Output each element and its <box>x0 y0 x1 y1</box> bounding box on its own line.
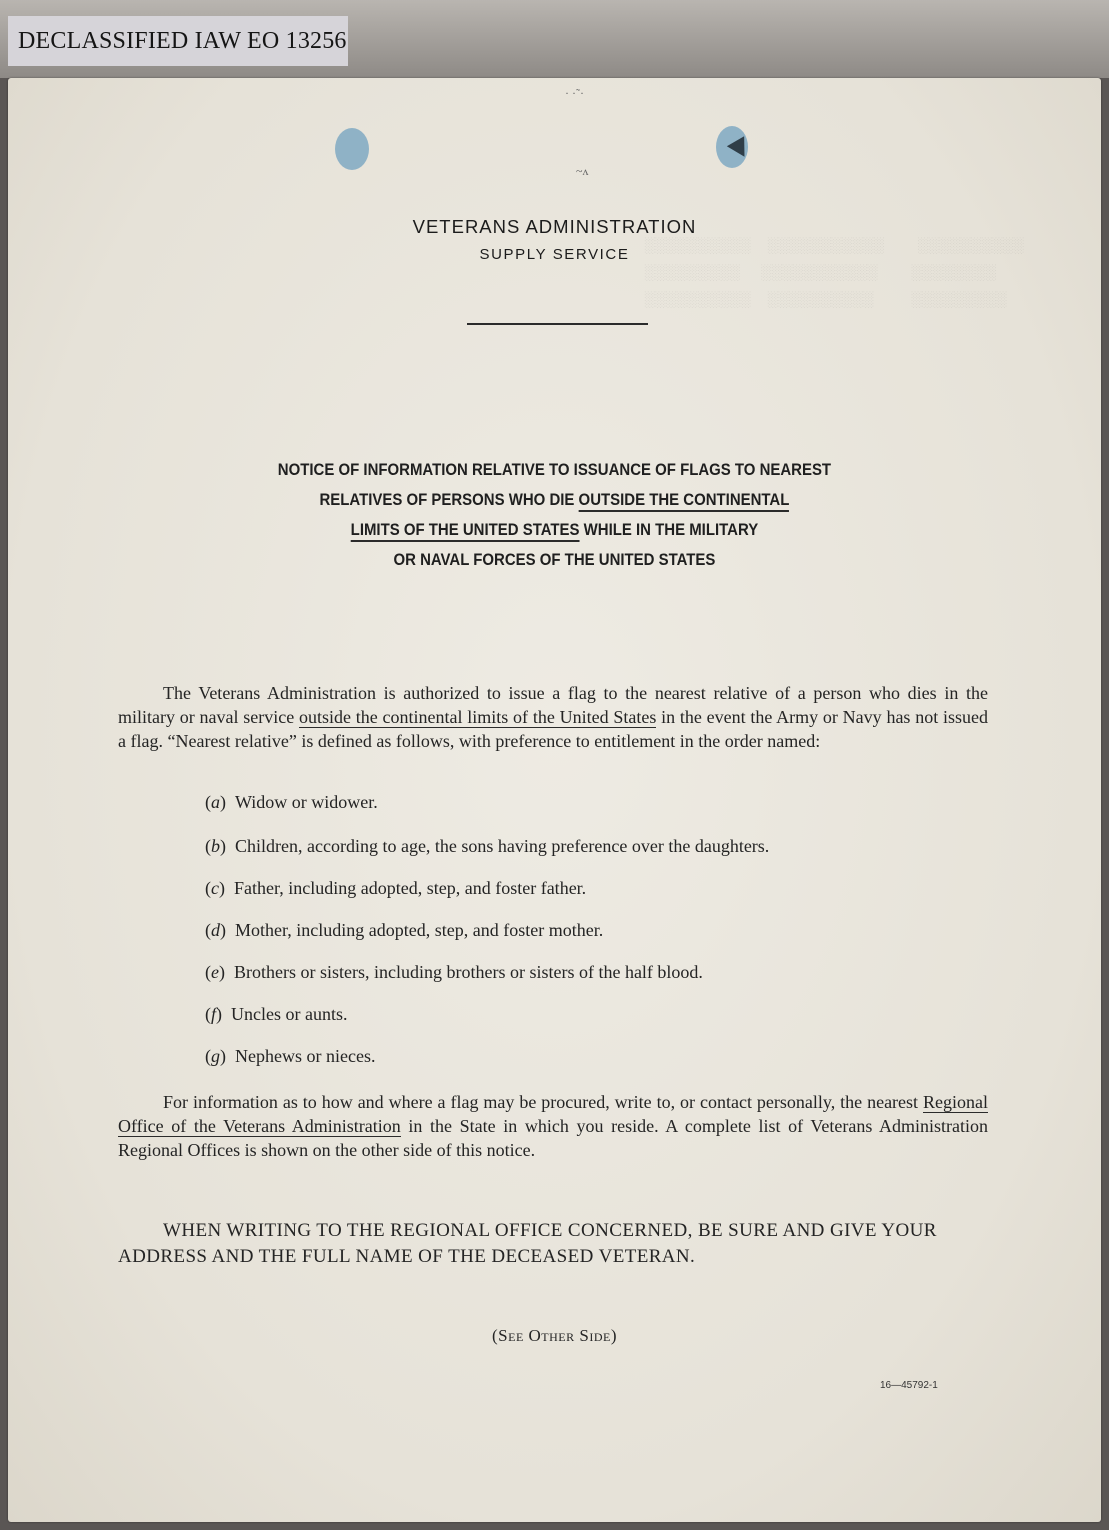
punch-hole-left <box>335 128 369 170</box>
see-other-side: (See Other Side) <box>492 1326 617 1345</box>
list-item: (d) Mother, including adopted, step, and foster mother. <box>205 920 604 940</box>
list-item: (b) Children, according to age, the sons having preference over the daughters. <box>205 836 770 856</box>
header-rule <box>467 323 648 325</box>
form-number: 16—45792-1 <box>880 1380 938 1391</box>
paper-mark: ~ʌ <box>576 164 589 178</box>
notice-title-line-1: NOTICE OF INFORMATION RELATIVE TO ISSUANCE OF FLAGS TO NEAREST <box>277 460 832 479</box>
intro-paragraph: The Veterans Administration is authorized to issue a flag to the nearest relative of a person who dies in the military or naval service outside the continental limits of the United States in the event the Army or Navy has not issued a flag. “Nearest relative” is defined as follows, with preference to entitlement in the order named: <box>118 683 988 751</box>
notice-title-line-3: LIMITS OF THE UNITED STATES WHILE IN THE MILITARY <box>66 520 1042 540</box>
declassified-stamp: DECLASSIFIED IAW EO 13256 <box>8 16 348 66</box>
list-item: (c) Father, including adopted, step, and foster father. <box>205 878 587 898</box>
paper-mark: · ·˜· <box>565 86 584 100</box>
punch-hole-right <box>716 126 748 168</box>
document-page <box>8 78 1101 1522</box>
list-item: (e) Brothers or sisters, including brothers or sisters of the half blood. <box>205 962 703 982</box>
contact-paragraph: For information as to how and where a flag may be procured, write to, or contact personally, the nearest Regional Office of the Veterans Administration in the State in which you reside. A complete list of Veterans Administration Regional Offices is shown on the other side of this notice. <box>118 1092 988 1160</box>
agency-title: VETERANS ADMINISTRATION <box>412 216 697 237</box>
notice-title-line-4: OR NAVAL FORCES OF THE UNITED STATES <box>393 550 716 569</box>
notice-title-line-2: RELATIVES OF PERSONS WHO DIE OUTSIDE THE CONTINENTAL <box>66 490 1042 510</box>
writing-instruction: WHEN WRITING TO THE REGIONAL OFFICE CONCERNED, BE SURE AND GIVE YOUR ADDRESS AND THE FULL NAME OF THE DECEASED VETERAN. <box>118 1220 937 1267</box>
list-item: (g) Nephews or nieces. <box>205 1046 376 1066</box>
agency-division: SUPPLY SERVICE <box>479 246 630 263</box>
list-item: (a) Widow or widower. <box>205 792 378 812</box>
list-item: (f) Uncles or aunts. <box>205 1004 348 1024</box>
